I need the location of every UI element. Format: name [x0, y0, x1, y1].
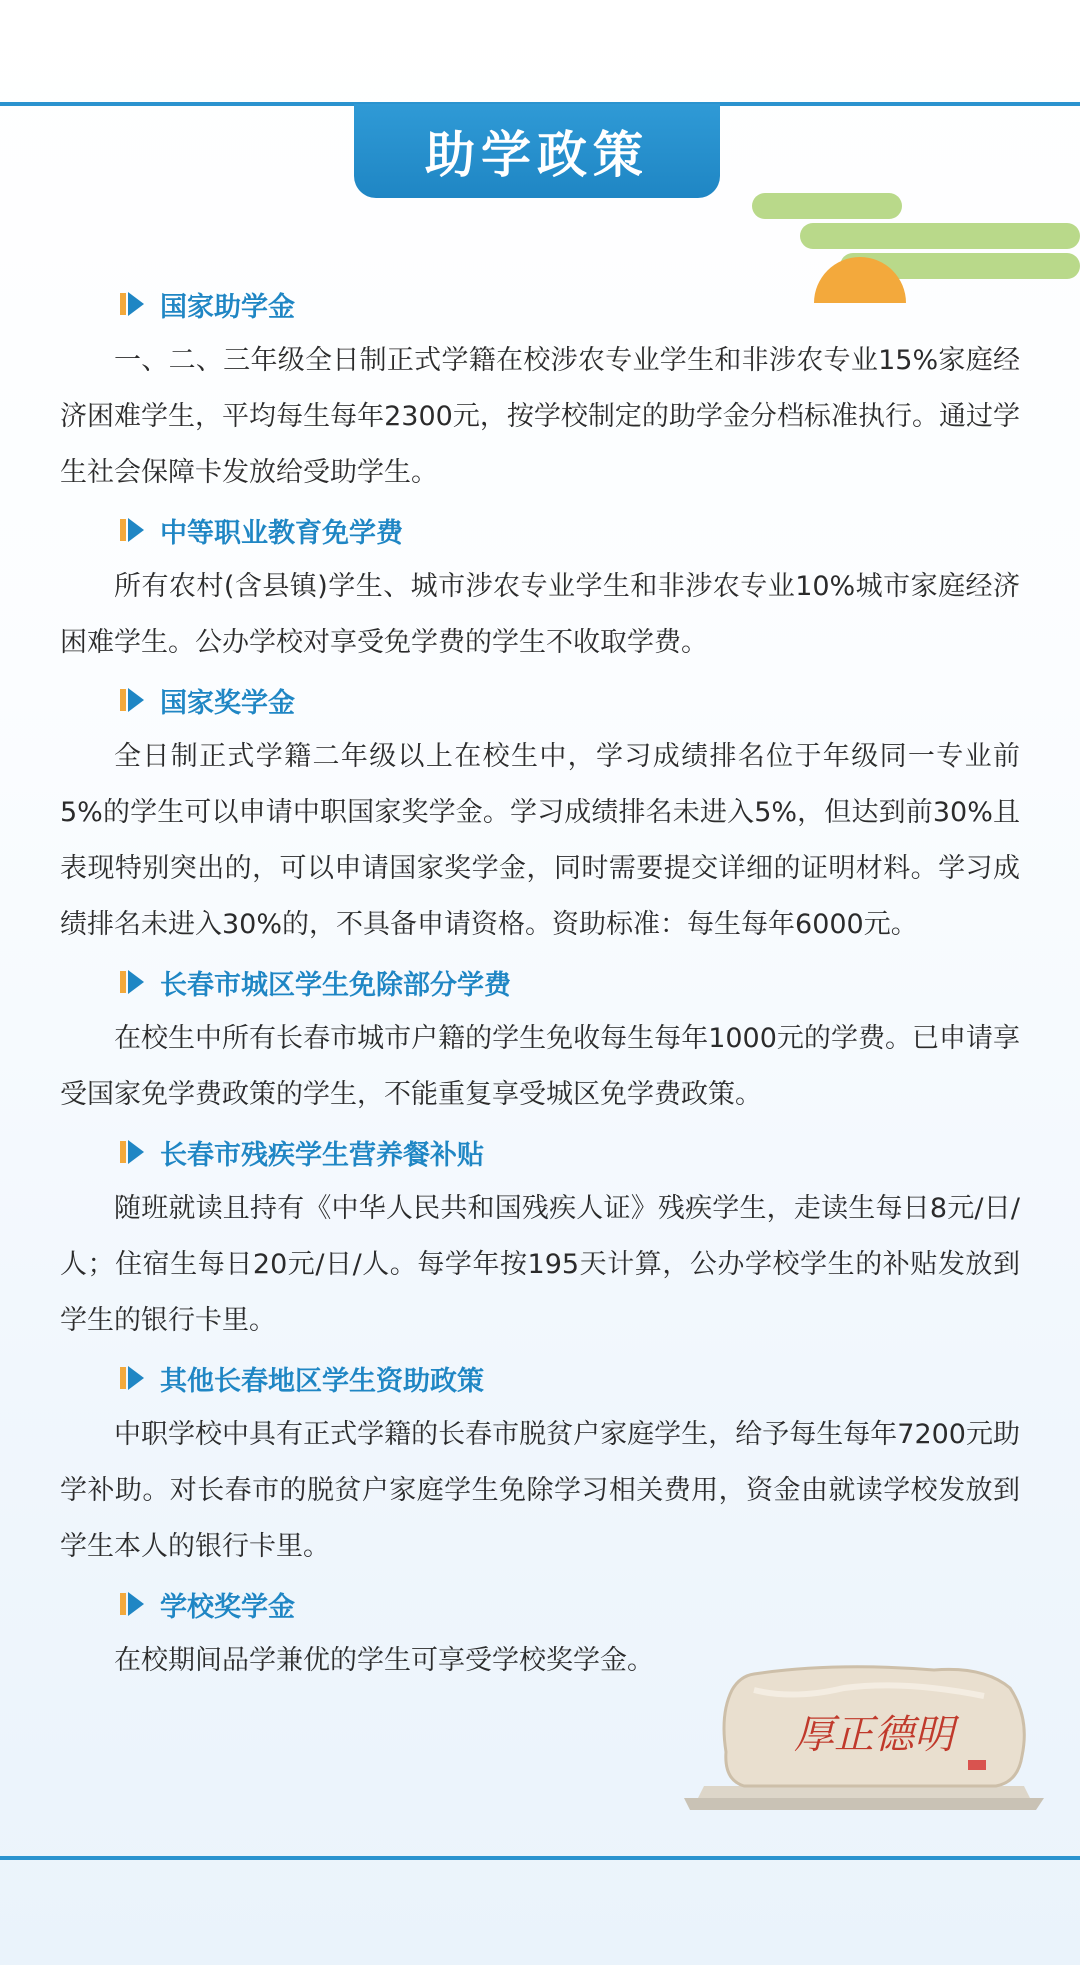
section-national-scholarship — [60, 671, 1020, 953]
section-heading-text: 国家助学金 — [160, 291, 295, 323]
section-heading — [60, 1575, 1020, 1633]
arrow-marker-icon — [118, 1589, 148, 1619]
section-heading-text: 国家奖学金 — [160, 687, 295, 719]
section-heading — [60, 275, 1020, 333]
arrow-marker-icon — [118, 515, 148, 545]
section-body: 随班就读且持有《中华人民共和国残疾人证》残疾学生，走读生每日8元/日/人；住宿生每日20元/日/人。每学年按195天计算，公办学校学生的补贴发放到学生的银行卡里。 — [60, 1193, 1020, 1336]
section-national-grant — [60, 275, 1020, 501]
section-body: 全日制正式学籍二年级以上在校生中，学习成绩排名位于年级同一专业前5%的学生可以申请中职国家奖学金。学习成绩排名未进入5%，但达到前30%且表现特别突出的，可以申请国家奖学金，同时需要提交详细的证明材料。学习成绩排名未进入30%的，不具备申请资格。资助标准：每生每年6000元。 — [60, 741, 1020, 940]
section-body: 所有农村(含县镇)学生、城市涉农专业学生和非涉农专业10%城市家庭经济困难学生。公办学校对享受免学费的学生不收取学费。 — [60, 571, 1020, 658]
arrow-marker-icon — [118, 289, 148, 319]
bottom-divider — [0, 1856, 1080, 1860]
stone-motto: 厚正德明 — [794, 1712, 954, 1758]
section-disabled-meal-subsidy — [60, 1123, 1020, 1349]
page-title — [354, 104, 720, 198]
section-heading — [60, 1349, 1020, 1407]
section-heading-text: 长春市城区学生免除部分学费 — [160, 969, 511, 1001]
section-heading-text: 长春市残疾学生营养餐补贴 — [160, 1139, 484, 1171]
arrow-marker-icon — [118, 1137, 148, 1167]
section-heading — [60, 671, 1020, 729]
section-city-tuition-exemption — [60, 953, 1020, 1123]
section-heading-text: 学校奖学金 — [160, 1591, 295, 1623]
section-body: 中职学校中具有正式学籍的长春市脱贫户家庭学生，给予每生每年7200元助学补助。对长春市的脱贫户家庭学生免除学习相关费用，资金由就读学校发放到学生本人的银行卡里。 — [60, 1419, 1020, 1562]
section-body: 一、二、三年级全日制正式学籍在校涉农专业学生和非涉农专业15%家庭经济困难学生，平均每生每年2300元，按学校制定的助学金分档标准执行。通过学生社会保障卡发放给受助学生。 — [60, 345, 1020, 488]
section-heading-text: 其他长春地区学生资助政策 — [160, 1365, 484, 1397]
arrow-marker-icon — [118, 967, 148, 997]
section-other-aid — [60, 1349, 1020, 1575]
section-body: 在校生中所有长春市城市户籍的学生免收每生每年1000元的学费。已申请享受国家免学费政策的学生，不能重复享受城区免学费政策。 — [60, 1023, 1020, 1110]
cloud-stripe — [752, 193, 902, 219]
engraved-stone-icon — [684, 1660, 1044, 1810]
page-title-text: 助学政策 — [425, 126, 649, 184]
section-heading — [60, 1123, 1020, 1181]
arrow-marker-icon — [118, 685, 148, 715]
section-body: 在校期间品学兼优的学生可享受学校奖学金。 — [114, 1645, 654, 1676]
section-heading — [60, 501, 1020, 559]
cloud-stripe — [800, 223, 1080, 249]
section-tuition-exemption — [60, 501, 1020, 671]
section-heading — [60, 953, 1020, 1011]
arrow-marker-icon — [118, 1363, 148, 1393]
policy-list — [60, 275, 1020, 1689]
section-heading-text: 中等职业教育免学费 — [160, 517, 403, 549]
